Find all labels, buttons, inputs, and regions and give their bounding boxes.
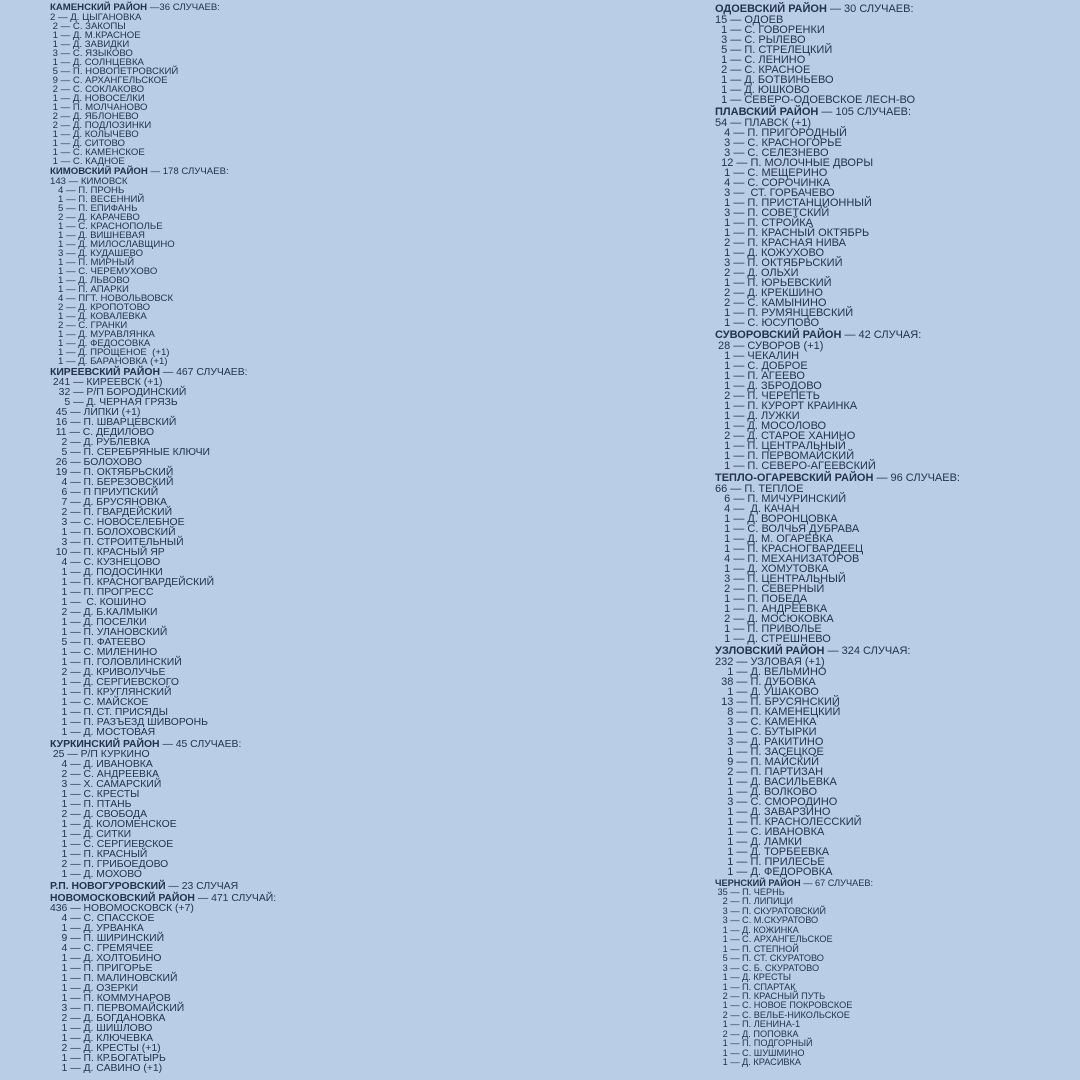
locality-line: 1 — Д. ФЕДОРОВКА bbox=[715, 866, 833, 878]
district-title: УЗЛОВСКИЙ РАЙОН bbox=[715, 645, 825, 657]
locality-line: 1 — Д. МИЛОСЛАВЩИНО bbox=[50, 239, 175, 250]
district-title: ТЕПЛО-ОГАРЕВСКИЙ РАЙОН bbox=[715, 472, 874, 484]
locality-line: 4 — С. КУЗНЕЦОВО bbox=[50, 557, 161, 568]
district-section bbox=[715, 645, 1075, 877]
locality-line: 1 — Д. ШИШЛОВО bbox=[50, 1023, 153, 1034]
locality-line: 1 — Д. ЛАМКИ bbox=[715, 836, 803, 848]
locality-line: 1 — Д. ФЕДОСОВКА bbox=[50, 338, 151, 349]
locality-line: 2 — П. ПАРТИЗАН bbox=[715, 766, 824, 778]
locality-line: 1 — Д. ЛУЖКИ bbox=[715, 410, 800, 422]
locality-line: 1 — Д. ПОДОСИНКИ bbox=[50, 567, 163, 578]
locality-line: 4 — П. БЕРЕЗОВСКИЙ bbox=[50, 477, 174, 488]
locality-line: 1 — П. КРАСНЫЙ bbox=[50, 849, 148, 860]
locality-line: 3 — С. ЯЗЫКОВО bbox=[50, 48, 133, 59]
locality-line: 1 — Д. СОЛНЦЕВКА bbox=[50, 57, 144, 68]
locality-line: 1 — С. ЛЕНИНО bbox=[715, 54, 806, 66]
locality-line: 1 — Д. УШАКОВО bbox=[715, 686, 819, 698]
locality-line: 4 — П. МЕХАНИЗАТОРОВ bbox=[715, 553, 860, 565]
locality-line: 2 — П. КРАСНЫЙ ПУТЬ bbox=[715, 990, 826, 1001]
locality-line: 1 — Д. САВИНО (+1) bbox=[50, 1063, 163, 1074]
locality-line: 9 — П. ШИРИНСКИЙ bbox=[50, 933, 165, 944]
district-case-count: — 67 СЛУЧАЕВ: bbox=[800, 878, 874, 888]
locality-line: 436 — НОВОМОСКОВСК (+7) bbox=[50, 903, 194, 914]
locality-line: 5 — П. СТРЕЛЕЦКИЙ bbox=[715, 44, 833, 56]
locality-line: 5 — П. ФАТЕЕВО bbox=[50, 637, 146, 648]
locality-line: 3 — Х. САМАРСКИЙ bbox=[50, 779, 162, 790]
locality-line: 1 — П. КРУГЛЯНСКИЙ bbox=[50, 687, 172, 698]
locality-line: 5 — П. ЕПИФАНЬ bbox=[50, 203, 138, 214]
locality-line: 1 — П. КР.БОГАТЫРЬ bbox=[50, 1053, 166, 1064]
locality-line: 2 — П. ГВАРДЕЙСКИЙ bbox=[50, 507, 173, 518]
locality-line: 1 — Д. КОЖУХОВО bbox=[715, 247, 825, 259]
locality-line: 1 — Д. КОЛОМЕНСКОЕ bbox=[50, 819, 177, 830]
district-case-count: — 96 СЛУЧАЕВ: bbox=[873, 472, 960, 484]
locality-line: 1 — П. МОЛЧАНОВО bbox=[50, 102, 148, 113]
district-title: КИМОВСКИЙ РАЙОН bbox=[50, 166, 148, 177]
district-case-count: — 178 СЛУЧАЕВ: bbox=[147, 166, 229, 177]
locality-line: 1 — С. МАЙСКОЕ bbox=[50, 697, 149, 708]
locality-line: 1 — Д. СИТОВО bbox=[50, 138, 126, 149]
district-case-count: — 105 СЛУЧАЕВ: bbox=[818, 106, 912, 118]
locality-line: 1 — С. СЕРГИЕВСКОЕ bbox=[50, 839, 174, 850]
locality-line: 1 — П. ПРИГОРЬЕ bbox=[50, 963, 153, 974]
locality-line: 2 — С. СОКЛАКОВО bbox=[50, 84, 145, 95]
locality-line: 4 — С. СПАССКОЕ bbox=[50, 913, 155, 924]
locality-line: 1 — П. ГОЛОВЛИНСКИЙ bbox=[50, 657, 182, 668]
locality-line: 4 — П. ПРИГОРОДНЫЙ bbox=[715, 127, 847, 139]
locality-line: 28 — СУВОРОВ (+1) bbox=[715, 340, 824, 352]
locality-line: 54 — ПЛАВСК (+1) bbox=[715, 117, 812, 129]
locality-line: 2 — С. КРАСНОЕ bbox=[715, 64, 811, 76]
locality-line: 1 — С. ЮСУПОВО bbox=[715, 317, 820, 329]
locality-line: 1 — Д. БОТВИНЬЕВО bbox=[715, 74, 834, 86]
district-title: Р.П. НОВОГУРОВСКИЙ bbox=[50, 881, 166, 892]
locality-line: 2 — Д. ОЛЬХИ bbox=[715, 267, 799, 279]
locality-line: 1 — С. КАМЕНСКОЕ bbox=[50, 147, 145, 158]
locality-line: 1 — С. ШУШМИНО bbox=[715, 1047, 805, 1058]
locality-line: 1 — П. КРАСНОЛЕССКИЙ bbox=[715, 816, 862, 828]
locality-line: 1 — Д. КРАСИВКА bbox=[715, 1057, 802, 1068]
locality-line: 1 — СЕВЕРО-ОДОЕВСКОЕ ЛЕСН-ВО bbox=[715, 94, 916, 106]
locality-line: 1 — Д. КОВАЛЕВКА bbox=[50, 311, 147, 322]
district-section bbox=[715, 3, 1075, 105]
locality-line: 38 — П. ДУБОВКА bbox=[715, 676, 816, 688]
district-section bbox=[50, 739, 530, 880]
locality-line: 1 — Д. МУРАВЛЯНКА bbox=[50, 329, 155, 340]
locality-line: 1 — Д. ЗАВИДКИ bbox=[50, 39, 130, 50]
locality-line: 1 — С. КРЕСТЫ bbox=[50, 789, 140, 800]
locality-line: 1 — Д. ОЗЕРКИ bbox=[50, 983, 139, 994]
locality-line: 8 — П. КАМЕНЕЦКИЙ bbox=[715, 706, 841, 718]
locality-line: 4 — С. ГРЕМЯЧЕЕ bbox=[50, 943, 154, 954]
district-case-count: — 30 СЛУЧАЕВ: bbox=[826, 3, 914, 15]
locality-line: 5 — П. СЕРЕБРЯНЫЕ КЛЮЧИ bbox=[50, 447, 210, 458]
locality-line: 3 — С. М.СКУРАТОВО bbox=[715, 915, 819, 926]
locality-line: 1 — П. ПЕРВОМАЙСКИЙ bbox=[715, 450, 855, 462]
locality-line: 1 — Д. КОЖИНКА bbox=[715, 924, 799, 935]
locality-line: 1 — Д. ВИШНЕВАЯ bbox=[50, 230, 145, 241]
locality-line: 1 — С. ЧЕРЕМУХОВО bbox=[50, 266, 158, 277]
locality-line: 25 — Р/П КУРКИНО bbox=[50, 749, 150, 760]
locality-line: 10 — П. КРАСНЫЙ ЯР bbox=[50, 547, 165, 558]
locality-line: 1 — Д. ЗБРОДОВО bbox=[715, 380, 822, 392]
locality-line: 6 — П. МИЧУРИНСКИЙ bbox=[715, 493, 847, 505]
locality-line: 2 — П. ЧЕРЕПЕТЬ bbox=[715, 390, 820, 402]
district-title: ЧЕРНСКИЙ РАЙОН bbox=[715, 878, 801, 888]
locality-line: 16 — П. ШВАРЦЕВСКИЙ bbox=[50, 417, 177, 428]
locality-line: 4 — П. ПРОНЬ bbox=[50, 185, 125, 196]
locality-line: 12 — П. МОЛОЧНЫЕ ДВОРЫ bbox=[715, 157, 874, 169]
locality-line: 1 — П. АПАРКИ bbox=[50, 284, 129, 295]
district-header bbox=[50, 881, 530, 892]
locality-line: 66 — П. ТЕПЛОЕ bbox=[715, 483, 804, 495]
locality-line: 9 — П. МАЙСКИЙ bbox=[715, 756, 820, 768]
district-case-count: — 467 СЛУЧАЕВ: bbox=[159, 367, 248, 378]
locality-line: 1 — С. КРАСНОПОЛЬЕ bbox=[50, 221, 163, 232]
locality-line: 3 — П. СОВЕТСКИЙ bbox=[715, 207, 830, 219]
locality-line: 1 — Д. ПРОЩЕНОЕ (+1) bbox=[50, 347, 170, 358]
locality-line: 2 — С. ГРАНКИ bbox=[50, 320, 128, 331]
district-case-count: — 42 СЛУЧАЯ: bbox=[841, 329, 922, 341]
locality-line: 5 — П. НОВОПЕТРОВСКИЙ bbox=[50, 66, 179, 77]
locality-line: 2 — Д. КРЕКШИНО bbox=[715, 287, 823, 299]
right-column bbox=[715, 2, 1075, 1068]
locality-line: 241 — КИРЕЕВСК (+1) bbox=[50, 377, 163, 388]
locality-line: 1 — С. КОШИНО bbox=[50, 597, 147, 608]
locality-line: 1 — П. АГЕЕВО bbox=[715, 370, 805, 382]
locality-line: 1 — Д. КЛЮЧЕВКА bbox=[50, 1033, 154, 1044]
district-title: КИРЕЕВСКИЙ РАЙОН bbox=[50, 367, 160, 378]
locality-line: 1 — П. РУМЯНЦЕВСКИЙ bbox=[715, 307, 854, 319]
locality-line: 1 — П. КРАСНЫЙ ОКТЯБРЬ bbox=[715, 227, 870, 239]
locality-line: 1 — П. ПТАНЬ bbox=[50, 799, 132, 810]
locality-line: 3 — С. КАМЕНКА bbox=[715, 716, 817, 728]
locality-line: 9 — С. АРХАНГЕЛЬСКОЕ bbox=[50, 75, 168, 86]
locality-line: 2 — С. АНДРЕЕВКА bbox=[50, 769, 159, 780]
locality-line: 3 — П. ЦЕНТРАЛЬНЫЙ bbox=[715, 573, 846, 585]
locality-line: 2 — Д. КРИВОЛУЧЬЕ bbox=[50, 667, 166, 678]
locality-line: 3 — П. ОКТЯБРЬСКИЙ bbox=[715, 257, 843, 269]
locality-line: 1 — П. КРАСНОГВАРДЕЙСКИЙ bbox=[50, 577, 215, 588]
locality-line: 2 — П. ЛИПИЦИ bbox=[715, 896, 794, 907]
district-case-count: — 471 СЛУЧАЙ: bbox=[194, 893, 277, 904]
locality-line: 1 — С. АРХАНГЕЛЬСКОЕ bbox=[715, 934, 833, 945]
locality-line: 3 — С. СЕЛЕЗНЕВО bbox=[715, 147, 829, 159]
locality-line: 1 — Д. МОСОЛОВО bbox=[715, 420, 827, 432]
locality-line: 1 — Д. СЕРГИЕВСКОГО bbox=[50, 677, 179, 688]
locality-line: 1 — П. МИРНЫЙ bbox=[50, 257, 135, 268]
locality-line: 2 — Д. Б.КАЛМЫКИ bbox=[50, 607, 158, 618]
locality-line: 45 — ЛИПКИ (+1) bbox=[50, 407, 141, 418]
locality-line: 1 — П. РАЗЪЕЗД ШИВОРОНЬ bbox=[50, 717, 208, 728]
locality-line: 15 — ОДОЕВ bbox=[715, 14, 784, 26]
locality-line: 2 — Д. СТАРОЕ ХАНИНО bbox=[715, 430, 856, 442]
locality-line: 1 — П. ВЕСЕННИЙ bbox=[50, 194, 145, 205]
locality-line: 1 — Д. ВЕЛЬМИНО bbox=[715, 666, 827, 678]
locality-line: 1 — Д. ВОРОНЦОВКА bbox=[715, 513, 838, 525]
district-case-count: — 324 СЛУЧАЯ: bbox=[824, 645, 911, 657]
locality-line: 1 — П. ПРОГРЕСС bbox=[50, 587, 154, 598]
locality-line: 1 — Д. ХОЛТОБИНО bbox=[50, 953, 162, 964]
locality-line: 3 — С. Б. СКУРАТОВО bbox=[715, 962, 820, 973]
locality-line: 3 — П. ПЕРВОМАЙСКИЙ bbox=[50, 1003, 185, 1014]
locality-line: 1 — С. ИВАНОВКА bbox=[715, 826, 825, 838]
locality-line: 1 — Д. СТРЕШНЕВО bbox=[715, 633, 831, 645]
locality-line: 1 — Д. ВОЛКОВО bbox=[715, 786, 818, 798]
locality-line: 1 — С. ДОБРОЕ bbox=[715, 360, 808, 372]
locality-line: 1 — П. КРАСНОГВАРДЕЕЦ bbox=[715, 543, 864, 555]
locality-line: 3 — СТ. ГОРБАЧЕВО bbox=[715, 187, 835, 199]
left-column bbox=[50, 2, 530, 1074]
locality-line: 2 — П. КРАСНАЯ НИВА bbox=[715, 237, 846, 249]
locality-line: 1 — П. ЛЕНИНА-1 bbox=[715, 1019, 801, 1030]
locality-line: 3 — П. СКУРАТОВСКИЙ bbox=[715, 905, 826, 916]
locality-line: 4 — С. СОРОЧИНКА bbox=[715, 177, 831, 189]
locality-line: 1 — П. КОММУНАРОВ bbox=[50, 993, 171, 1004]
locality-line: 232 — УЗЛОВАЯ (+1) bbox=[715, 656, 825, 668]
locality-line: 5 — П. СТ. СКУРАТОВО bbox=[715, 953, 824, 964]
locality-line: 1 — П. КУРОРТ КРАИНКА bbox=[715, 400, 858, 412]
locality-line: 26 — БОЛОХОВО bbox=[50, 457, 142, 468]
locality-line: 1 — С. ГОВОРЕНКИ bbox=[715, 24, 825, 36]
locality-line: 1 — Д. СИТКИ bbox=[50, 829, 132, 840]
district-title: НОВОМОСКОВСКИЙ РАЙОН bbox=[50, 893, 195, 904]
locality-line: 1 — С. КАДНОЕ bbox=[50, 156, 125, 167]
district-title: ПЛАВСКИЙ РАЙОН bbox=[715, 106, 819, 118]
locality-line: 1 — Д. БАРАНОВКА (+1) bbox=[50, 356, 168, 367]
locality-line: 2 — Д. КРЕСТЫ (+1) bbox=[50, 1043, 161, 1054]
district-title: КУРКИНСКИЙ РАЙОН bbox=[50, 739, 160, 750]
locality-line: 35 — П. ЧЕРНЬ bbox=[715, 887, 785, 897]
locality-line: 1 — Д. УРВАНКА bbox=[50, 923, 144, 934]
locality-line: 2 — Д. РУБЛЕВКА bbox=[50, 437, 151, 448]
district-section bbox=[50, 167, 530, 366]
locality-line: 1 — Д. ТОРБЕЕВКА bbox=[715, 846, 830, 858]
locality-line: 2 — Д. КРОПОТОВО bbox=[50, 302, 151, 313]
district-title: ОДОЕВСКИЙ РАЙОН bbox=[715, 3, 827, 15]
district-section bbox=[715, 106, 1075, 328]
locality-line: 1 — С. МЕЩЕРИНО bbox=[715, 167, 828, 179]
locality-line: 32 — Р/П БОРОДИНСКИЙ bbox=[50, 387, 187, 398]
locality-line: 7 — Д. БРУСЯНОВКА bbox=[50, 497, 167, 508]
locality-line: 1 — С. МИЛЕНИНО bbox=[50, 647, 158, 658]
locality-line: 3 — Д. РАКИТИНО bbox=[715, 736, 824, 748]
district-section bbox=[50, 893, 530, 1074]
locality-line: 3 — С. РЫЛЕВО bbox=[715, 34, 806, 46]
locality-line: 1 — Д. ЮШКОВО bbox=[715, 84, 810, 96]
locality-line: 1 — П. БОЛОХОВСКИЙ bbox=[50, 527, 176, 538]
locality-line: 1 — Д. КОЛЫЧЕВО bbox=[50, 129, 139, 140]
locality-line: 19 — П. ОКТЯБРЬСКИЙ bbox=[50, 467, 174, 478]
locality-line: 2 — П. СЕВЕРНЫЙ bbox=[715, 583, 825, 595]
locality-line: 3 — П. СТРОИТЕЛЬНЫЙ bbox=[50, 537, 184, 548]
district-section bbox=[715, 878, 1075, 1068]
locality-line: 1 — П. ЮРЬЕВСКИЙ bbox=[715, 277, 832, 289]
district-section bbox=[50, 3, 530, 166]
locality-line: 1 — Д. ВАСИЛЬЕВКА bbox=[715, 776, 837, 788]
locality-line: 1 — Д. М.КРАСНОЕ bbox=[50, 30, 141, 41]
locality-line: 5 — Д. ЧЕРНАЯ ГРЯЗЬ bbox=[50, 397, 178, 408]
district-section bbox=[50, 881, 530, 892]
locality-line: 4 — Д. КАЧАН bbox=[715, 503, 800, 515]
locality-line: 1 — П. СТРОЙКА bbox=[715, 217, 814, 229]
locality-line: 143 — КИМОВСК bbox=[50, 176, 128, 187]
locality-line: 1 — Д. ЗАВАРЗИНО bbox=[715, 806, 831, 818]
locality-line: 6 — П ПРИУПСКИЙ bbox=[50, 487, 159, 498]
locality-line: 1 — Д. МОХОВО bbox=[50, 869, 142, 880]
locality-line: 1 — Д. МОСТОВАЯ bbox=[50, 727, 156, 738]
locality-line: 11 — С. ДЕДИЛОВО bbox=[50, 427, 155, 438]
locality-line: 2 — С. ЗАКОПЫ bbox=[50, 21, 126, 32]
district-section bbox=[50, 367, 530, 738]
locality-line: 1 — Д. НОВОСЕЛКИ bbox=[50, 93, 145, 104]
locality-line: 3 — С. КРАСНОГОРЬЕ bbox=[715, 137, 842, 149]
locality-line: 1 — П. ПРИЛЕСЬЕ bbox=[715, 856, 825, 868]
district-case-count: — 23 СЛУЧАЯ bbox=[165, 881, 239, 892]
locality-line: 1 — П. ПРИСТАНЦИОННЫЙ bbox=[715, 197, 872, 209]
locality-line: 1 — Д. ПОСЕЛКИ bbox=[50, 617, 147, 628]
locality-line: 1 — Д. ХОМУТОВКА bbox=[715, 563, 829, 575]
locality-line: 1 — С. НОВОЕ ПОКРОВСКОЕ bbox=[715, 1000, 853, 1011]
locality-line: 3 — С. СМОРОДИНО bbox=[715, 796, 838, 808]
locality-line: 2 — Д. ЦЫГАНОВКА bbox=[50, 12, 142, 23]
locality-line: 2 — Д. КАРАЧЕВО bbox=[50, 212, 140, 223]
locality-line: 1 — Д. М. ОГАРЕВКА bbox=[715, 533, 834, 545]
locality-line: 13 — П. БРУСЯНСКИЙ bbox=[715, 696, 840, 708]
locality-line: 1 — Д. ЛЬВОВО bbox=[50, 275, 130, 286]
locality-line: 1 — П. МАЛИНОВСКИЙ bbox=[50, 973, 178, 984]
district-section bbox=[715, 329, 1075, 471]
locality-line: 1 — П. ПРИВОЛЬЕ bbox=[715, 623, 822, 635]
locality-line: 2 — Д. ЯБЛОНЕВО bbox=[50, 111, 139, 122]
locality-line: 1 — П. ПОДГОРНЫЙ bbox=[715, 1038, 813, 1049]
district-case-count: —36 СЛУЧАЕВ: bbox=[147, 2, 220, 13]
locality-line: 1 — П. ЦЕНТРАЛЬНЫЙ bbox=[715, 440, 846, 452]
locality-line: 1 — П. УЛАНОВСКИЙ bbox=[50, 627, 168, 638]
locality-line: 1 — С. БУТЫРКИ bbox=[715, 726, 817, 738]
locality-line: 2 — Д. БОГДАНОВКА bbox=[50, 1013, 166, 1024]
locality-line: 2 — Д. ПОДЛОЗИНКИ bbox=[50, 120, 152, 131]
locality-line: 4 — Д. ИВАНОВКА bbox=[50, 759, 153, 770]
locality-line: 1 — П. СТЕПНОЙ bbox=[715, 943, 799, 954]
locality-line: 1 — П. СПАРТАК bbox=[715, 981, 796, 992]
locality-line: 3 — Д. КУДАШЕВО bbox=[50, 248, 144, 259]
district-title: СУВОРОВСКИЙ РАЙОН bbox=[715, 329, 842, 341]
locality-line: 1 — П. СТ. ПРИСЯДЫ bbox=[50, 707, 168, 718]
locality-line: 1 — Д. КРЕСТЫ bbox=[715, 972, 792, 983]
locality-line: 1 — ЧЕКАЛИН bbox=[715, 350, 800, 362]
locality-line: 1 — П. АНДРЕЕВКА bbox=[715, 603, 828, 615]
locality-line: 2 — Д. МОСЮКОВКА bbox=[715, 613, 834, 625]
locality-line: 2 — С. ВЕЛЬЕ-НИКОЛЬСКОЕ bbox=[715, 1009, 850, 1020]
locality-line: 4 — ПГТ. НОВОЛЬВОВСК bbox=[50, 293, 174, 304]
locality-line: 1 — П. СЕВЕРО-АГЕЕВСКИЙ bbox=[715, 460, 876, 472]
locality-line: 3 — С. НОВОСЕЛЕБНОЕ bbox=[50, 517, 185, 528]
locality-line: 2 — Д. СВОБОДА bbox=[50, 809, 147, 820]
locality-line: 2 — Д. ПОПОВКА bbox=[715, 1028, 799, 1039]
district-case-count: — 45 СЛУЧАЕВ: bbox=[159, 739, 242, 750]
locality-line: 1 — П. ЗАСЕЦКОЕ bbox=[715, 746, 824, 758]
locality-line: 2 — П. ГРИБОЕДОВО bbox=[50, 859, 169, 870]
locality-line: 2 — С. КАМЫНИНО bbox=[715, 297, 827, 309]
district-section bbox=[715, 472, 1075, 644]
locality-line: 1 — П. ПОБЕДА bbox=[715, 593, 808, 605]
locality-line: 1 — С. ВОЛЧЬЯ ДУБРАВА bbox=[715, 523, 860, 535]
district-title: КАМЕНСКИЙ РАЙОН bbox=[50, 2, 148, 13]
